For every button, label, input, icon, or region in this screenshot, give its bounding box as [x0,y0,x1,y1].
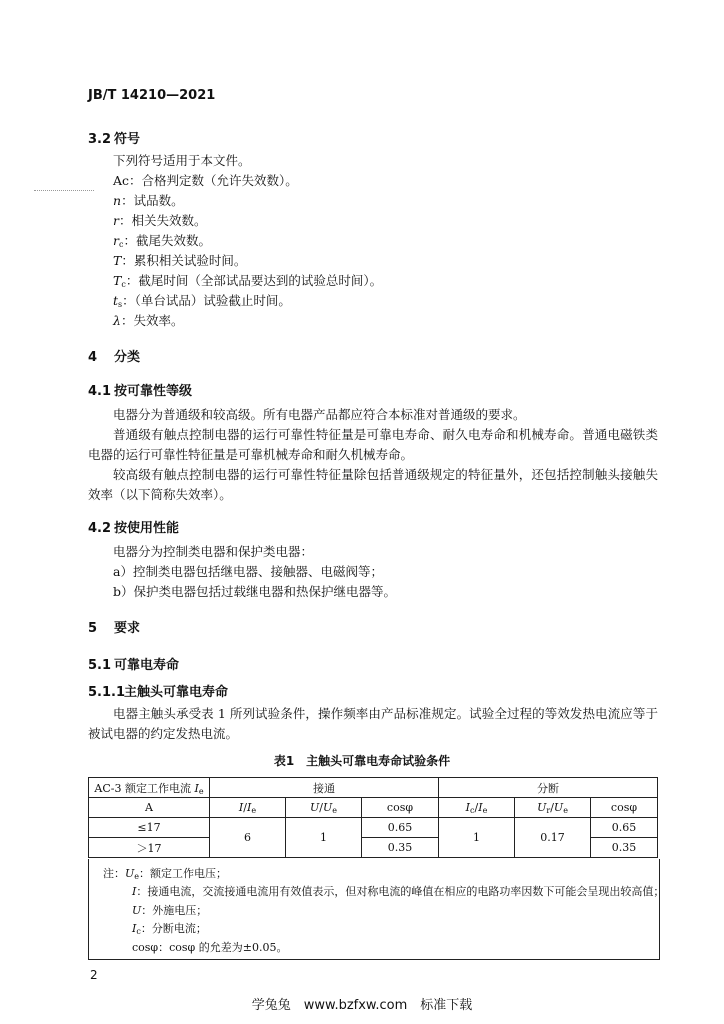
symbol-item: T：累积相关试验时间。 [113,253,247,268]
section-number: 4.1 [88,384,112,399]
symbols-intro: 下列符号适用于本文件。 [113,153,251,168]
note-line: 注：$U_e$：额定工作电压； [103,867,228,881]
section-5-1-heading [88,654,179,673]
page-number: 2 [90,968,98,982]
note-line: I：接通电流，交流接通电流用有效值表示，但对称电流的峰值在相应的电路功率因数下可能会呈现出较高值； [132,885,665,898]
symbol-item: r：相关失效数。 [113,213,207,228]
header-cell: 分断 [439,778,658,798]
paragraph: 普通级有触点控制电器的运行可靠性特征量是可靠电寿命、耐久电寿命和机械寿命。普通电磁铁类电器的运行可靠性特征量是可靠机械寿命和耐久机械寿命。 [88,427,658,462]
scan-artifact-line [34,190,94,191]
section-4-heading [88,346,140,365]
symbol-item: $t_s$：（单台试品）试验截止时间。 [113,293,291,309]
table-cell: 0.65 [591,818,658,838]
section-number: 4 [88,350,98,365]
header-cell: A [89,798,210,818]
header-cell: cosφ [591,798,658,818]
section-number: 4.2 [88,521,112,536]
symbol-item: Ac：合格判定数（允许失效数）。 [113,173,298,188]
header-cell: cosφ [362,798,439,818]
paragraph: 电器分为普通级和较高级。所有电器产品都应符合本标准对普通级的要求。 [113,407,526,422]
section-number: 5 [88,621,98,636]
table-cell: 1 [439,818,515,858]
section-title: 要求 [114,621,141,636]
header-cell: $I/I_e$ [210,798,286,818]
section-3-2-heading [88,128,140,147]
list-item: a）控制类电器包括继电器、接触器、电磁阀等； [113,564,383,579]
symbol-item: $r_c$：截尾失效数。 [113,233,211,249]
section-title: 主触头可靠电寿命 [124,685,229,700]
header-cell: AC-3 额定工作电流 $I_e$ [89,778,210,798]
list-item: b）保护类电器包括过载继电器和热保护继电器等。 [113,584,397,599]
standard-number-header: JB/T 14210—2021 [88,88,216,103]
note-line: cosφ：cosφ 的允差为±0.05。 [132,941,288,954]
table-cell: 6 [210,818,286,858]
header-cell: $I_c/I_e$ [439,798,515,818]
note-line: $I_c$：分断电流； [132,922,207,936]
table-cell: 0.65 [362,818,439,838]
test-conditions-table [88,777,658,858]
footer-watermark: 学兔兔 www.bzfxw.com 标准下载 [251,998,473,1013]
section-number: 3.2 [88,132,112,147]
header-cell: $U_r/U_e$ [515,798,591,818]
section-title: 符号 [114,132,141,147]
symbol-item: λ：失效率。 [113,313,184,328]
table-note [88,859,665,960]
header-cell: $U/U_e$ [286,798,362,818]
section-title: 可靠电寿命 [114,658,180,673]
section-4-1-heading [88,380,192,399]
symbol-item: $T_c$：截尾时间（全部试品要达到的试验总时间）。 [113,273,383,289]
section-5-heading [88,617,140,636]
symbol-item: n：试品数。 [113,193,184,208]
table-cell: 0.35 [362,838,439,858]
section-title: 按可靠性等级 [114,384,193,399]
section-number: 5.1 [88,658,112,673]
table-cell: 0.35 [591,838,658,858]
paragraph: 电器分为控制类电器和保护类电器： [113,544,314,559]
section-5-1-1-heading [88,681,228,700]
section-4-2-heading [88,517,179,536]
paragraph: 电器主触头承受表 1 所列试验条件，操作频率由产品标准规定。试验全过程的等效发热电流应等于被试电器的约定发热电流。 [88,706,658,741]
table-cell: ＞17 [89,838,210,858]
paragraph: 较高级有触点控制电器的运行可靠性特征量除包括普通级规定的特征量外，还包括控制触头接触失效率（以下简称失效率）。 [88,467,658,502]
section-title: 分类 [114,350,141,365]
table-caption: 表1 主触头可靠电寿命试验条件 [273,754,451,768]
table-cell: 0.17 [515,818,591,858]
header-cell: 接通 [210,778,439,798]
table-cell: 1 [286,818,362,858]
note-line: U：外施电压； [132,904,208,917]
section-title: 按使用性能 [114,521,180,536]
table-cell: ≤17 [89,818,210,838]
section-number: 5.1.1 [88,685,126,700]
